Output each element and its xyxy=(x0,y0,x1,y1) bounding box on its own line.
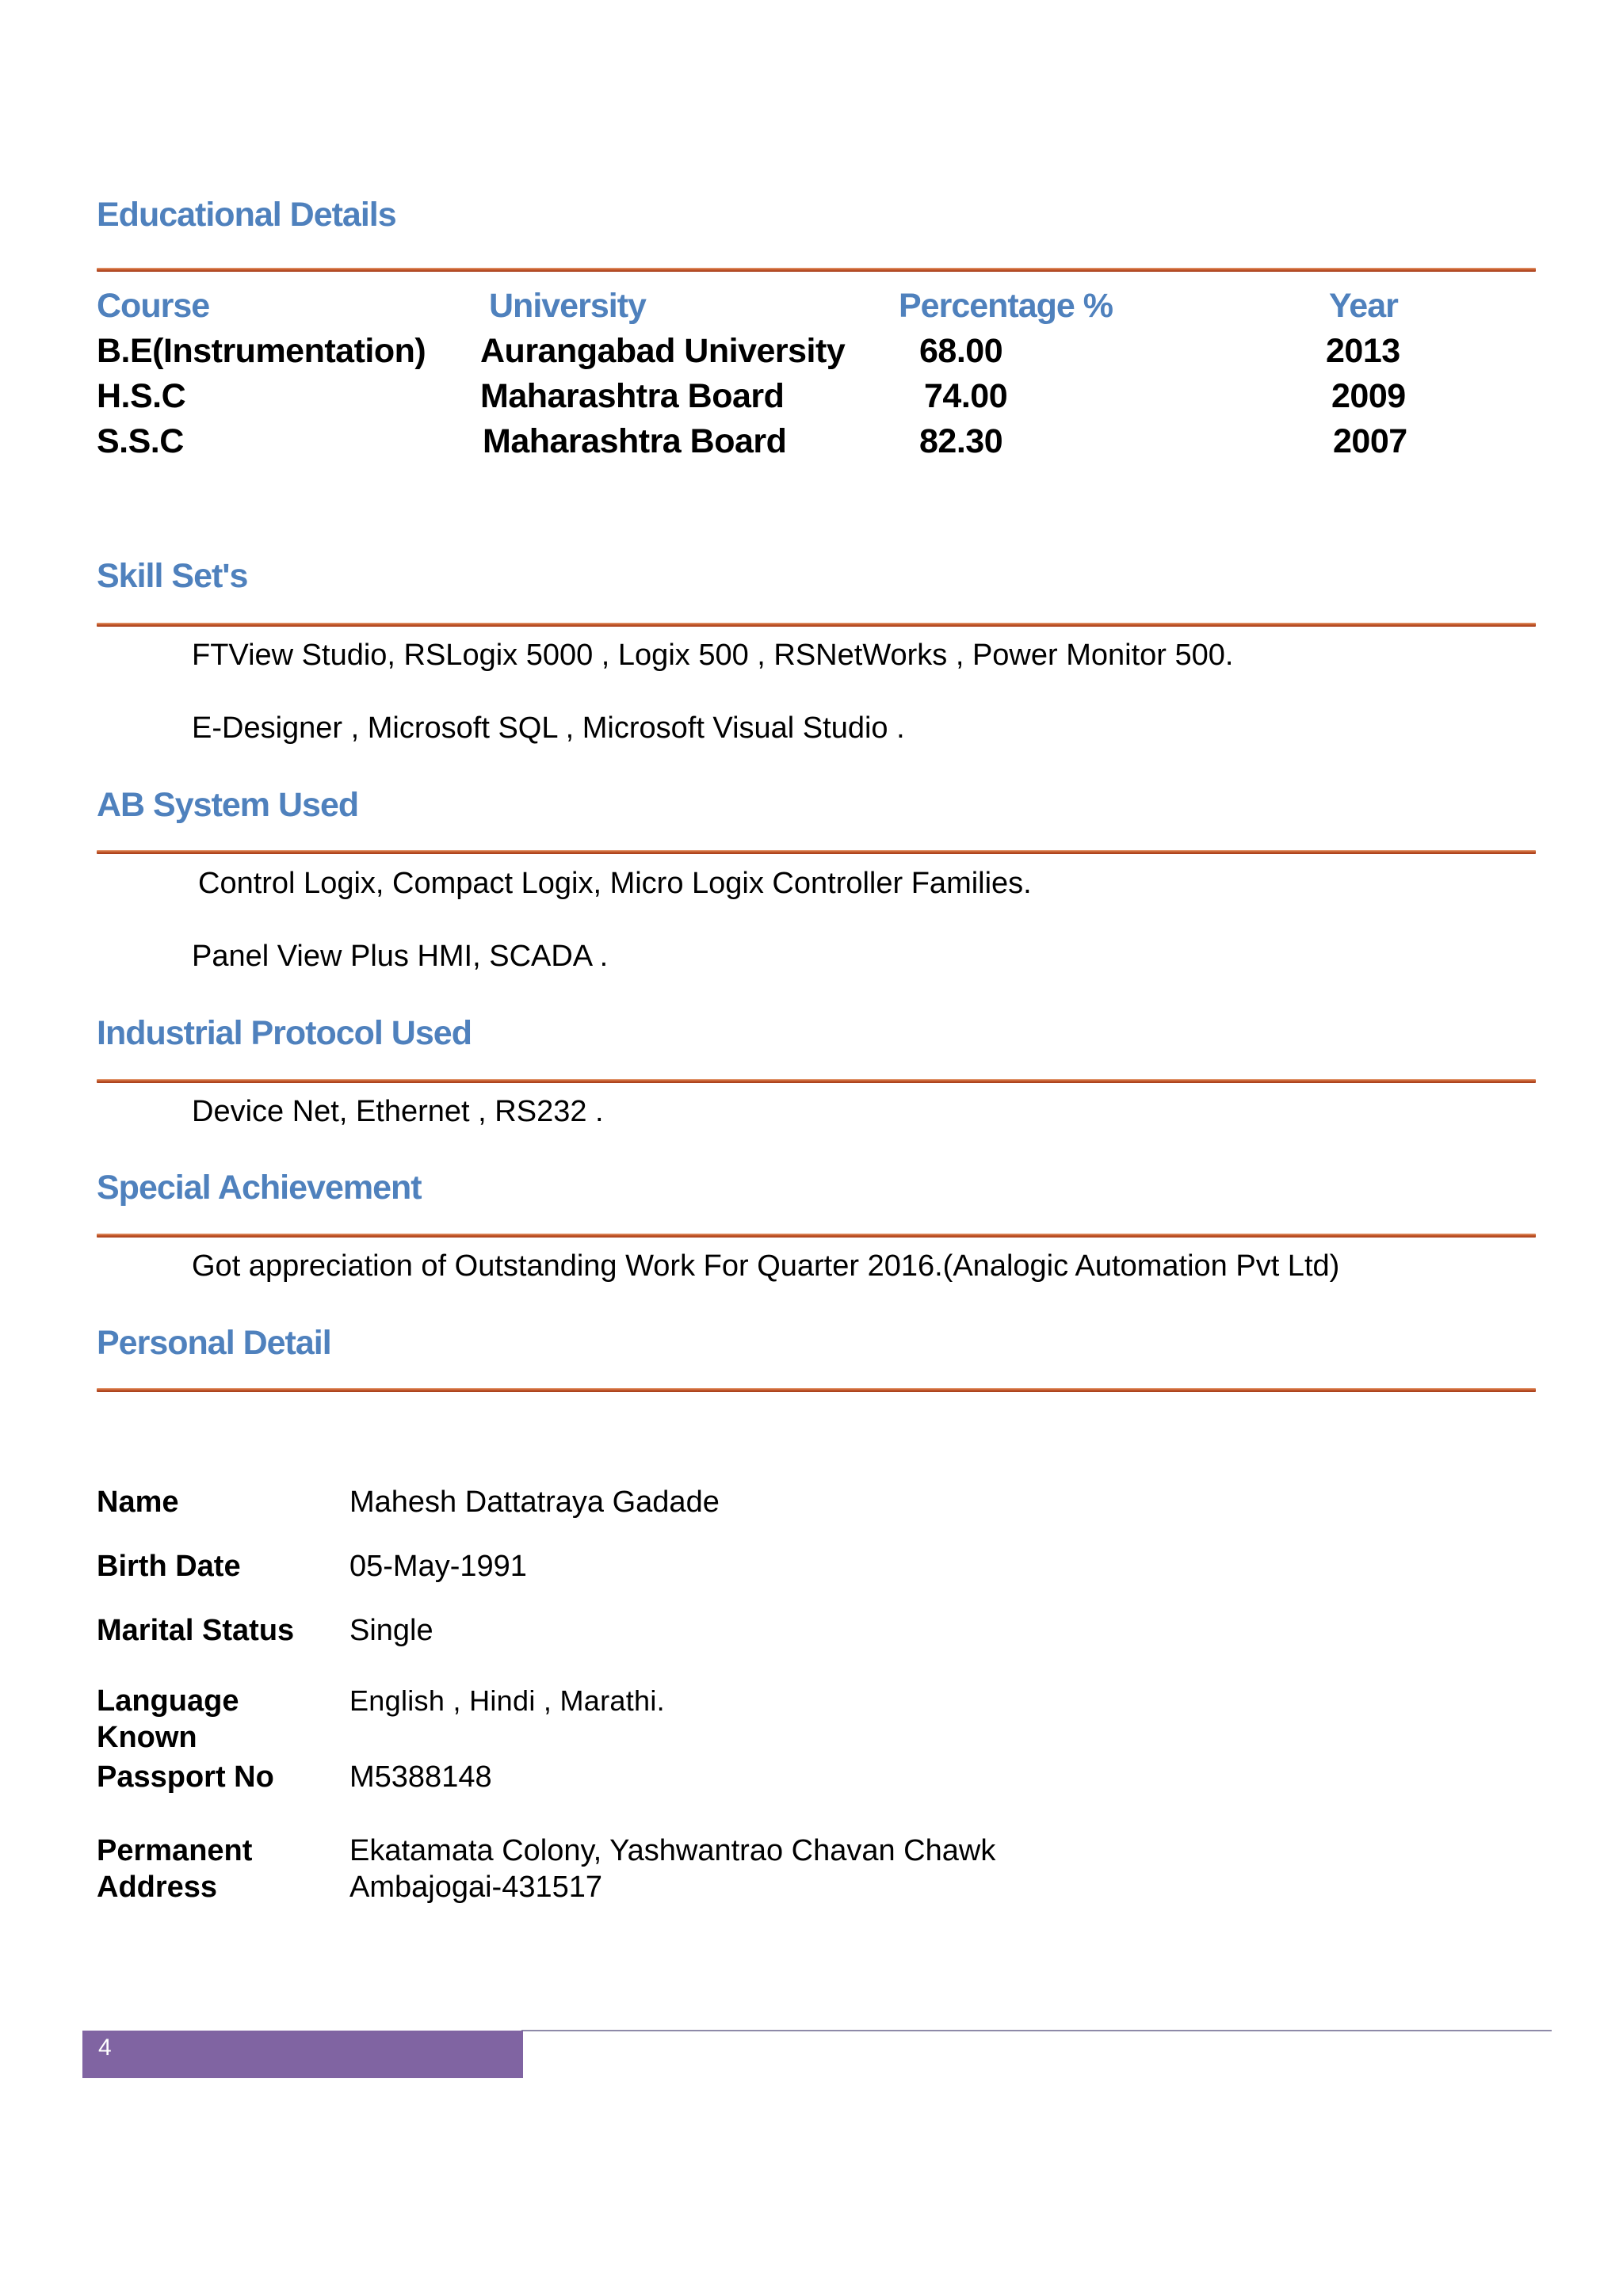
university-cell: Maharashtra Board xyxy=(483,422,787,460)
name-label: Name xyxy=(97,1486,179,1519)
university-cell: Maharashtra Board xyxy=(480,377,785,415)
protocol-line: Device Net, Ethernet , RS232 . xyxy=(192,1095,604,1128)
footer-line xyxy=(521,2030,1552,2031)
section-divider xyxy=(97,1388,1536,1392)
birth-date-value: 05-May-1991 xyxy=(349,1550,527,1583)
marital-status-value: Single xyxy=(349,1614,433,1647)
column-header-percentage: Percentage % xyxy=(899,287,1113,325)
page-number: 4 xyxy=(98,2035,112,2061)
ab-system-heading: AB System Used xyxy=(97,786,359,824)
passport-label: Passport No xyxy=(97,1760,274,1794)
column-header-year: Year xyxy=(1329,287,1398,325)
address-label: Permanent xyxy=(97,1834,253,1867)
address-line-2: Ambajogai-431517 xyxy=(349,1871,603,1904)
educational-details-heading: Educational Details xyxy=(97,196,396,234)
skill-line: FTView Studio, RSLogix 5000 , Logix 500 , RSNetWorks , Power Monitor 500. xyxy=(192,639,1234,672)
skill-set-heading: Skill Set's xyxy=(97,557,248,595)
percentage-cell: 74.00 xyxy=(924,377,1008,415)
course-cell: H.S.C xyxy=(97,377,186,415)
marital-status-label: Marital Status xyxy=(97,1614,295,1647)
language-label-second-line: Known xyxy=(97,1721,197,1754)
percentage-cell: 68.00 xyxy=(919,332,1003,370)
section-divider xyxy=(97,1234,1536,1238)
course-cell: S.S.C xyxy=(97,422,184,460)
course-cell: B.E(Instrumentation) xyxy=(97,332,426,370)
column-header-course: Course xyxy=(97,287,210,325)
address-line-1: Ekatamata Colony, Yashwantrao Chavan Chawk xyxy=(349,1834,996,1867)
section-divider xyxy=(97,850,1536,854)
column-header-university: University xyxy=(489,287,646,325)
skill-line: E-Designer , Microsoft SQL , Microsoft Visual Studio . xyxy=(192,711,905,745)
passport-value: M5388148 xyxy=(349,1760,492,1794)
industrial-protocol-heading: Industrial Protocol Used xyxy=(97,1014,472,1052)
university-cell: Aurangabad University xyxy=(480,332,846,370)
section-divider xyxy=(97,1079,1536,1083)
year-cell: 2007 xyxy=(1333,422,1407,460)
section-divider xyxy=(97,623,1536,627)
address-label-second-line: Address xyxy=(97,1871,218,1904)
birth-date-label: Birth Date xyxy=(97,1550,241,1583)
language-value: English , Hindi , Marathi. xyxy=(349,1684,665,1717)
section-divider xyxy=(97,268,1536,272)
footer-bar xyxy=(82,2031,523,2078)
personal-detail-heading: Personal Detail xyxy=(97,1324,331,1362)
achievement-line: Got appreciation of Outstanding Work For Quarter 2016.(Analogic Automation Pvt Ltd) xyxy=(192,1249,1340,1283)
language-label: Language xyxy=(97,1684,239,1718)
ab-system-line: Panel View Plus HMI, SCADA . xyxy=(192,940,609,973)
percentage-cell: 82.30 xyxy=(919,422,1003,460)
year-cell: 2009 xyxy=(1331,377,1406,415)
year-cell: 2013 xyxy=(1326,332,1400,370)
name-value: Mahesh Dattatraya Gadade xyxy=(349,1486,720,1519)
ab-system-line: Control Logix, Compact Logix, Micro Logix Controller Families. xyxy=(198,867,1032,900)
special-achievement-heading: Special Achievement xyxy=(97,1169,422,1207)
